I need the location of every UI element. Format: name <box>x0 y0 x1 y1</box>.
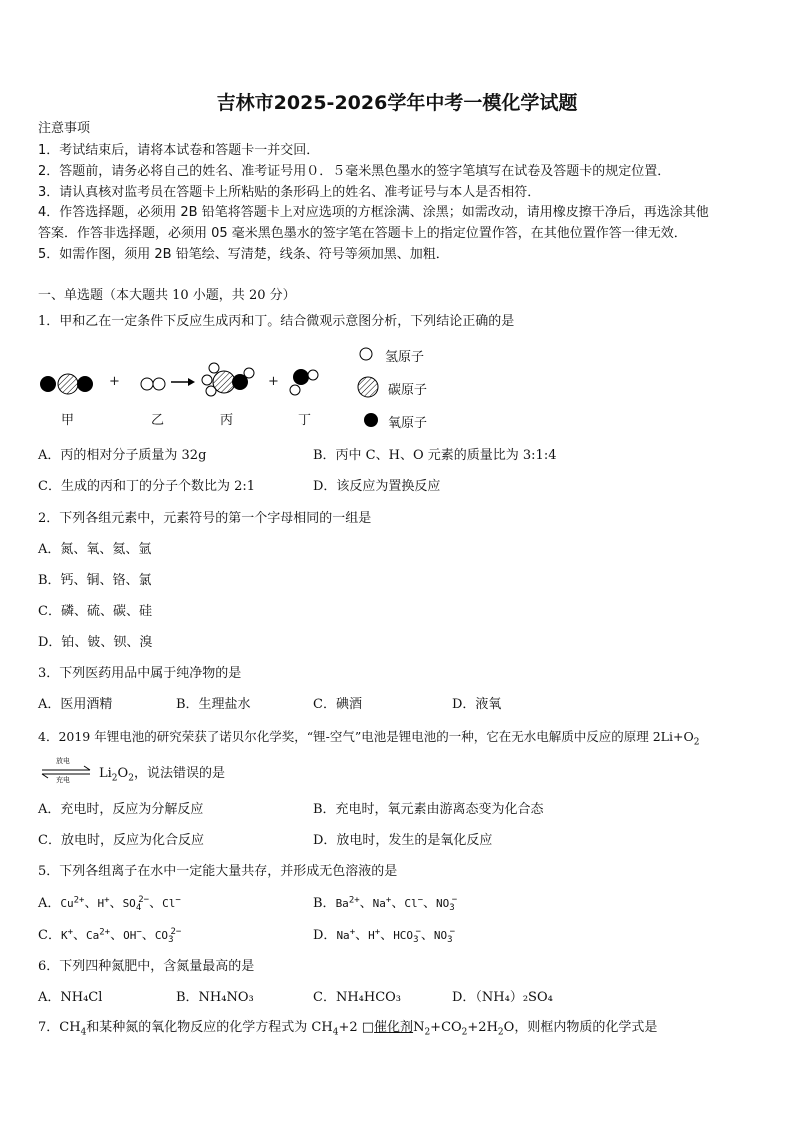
q1-option-b: B．丙中 C、H、O 元素的质量比为 3:1:4 <box>313 448 557 463</box>
separator: 、 <box>391 896 405 911</box>
option-label: D． <box>313 928 337 943</box>
q2-option-a: A．氮、氧、氦、氩 <box>38 542 152 557</box>
ion: $Ca^{2+}$ <box>86 927 111 942</box>
q7-part-d: N <box>413 1020 425 1035</box>
separator: 、 <box>359 896 373 911</box>
notice-item-4: 4．作答选择题，必须用 2B 铅笔将答题卡上对应选项的方框涂满、涂黑；如需改动，请用橡皮擦干净后，再选涂其他 <box>38 205 709 220</box>
q4-product-li: Li <box>99 766 112 781</box>
separator: 、 <box>380 928 394 943</box>
molecule-ding <box>290 369 318 395</box>
q7-part-g: O，则框内物质的化学式是 <box>503 1020 658 1035</box>
ion: H+ <box>97 895 110 910</box>
separator: 、 <box>149 896 163 911</box>
ion: $NO_3^-$ <box>436 895 458 914</box>
q7-sub-4: 2 <box>461 1027 468 1038</box>
q7-catalyst: 催化剂 <box>374 1020 414 1035</box>
ion: $CO_3^{2-}$ <box>154 927 182 946</box>
q3-option-d: D．液氧 <box>452 697 502 712</box>
plus-sign-1: + <box>109 374 120 389</box>
page-title: 吉林市2025-2026学年中考一模化学试题 <box>216 92 578 114</box>
ion: $HCO_3^-$ <box>393 927 421 946</box>
q2-option-c: C．磷、硫、碳、硅 <box>38 604 152 619</box>
q4-option-b: B．充电时，氧元素由游离态变为化合态 <box>313 802 544 817</box>
separator: 、 <box>73 928 87 943</box>
label-ding: 丁 <box>298 413 312 428</box>
q2-option-b: B．钙、铜、铬、氯 <box>38 573 152 588</box>
q4-o2-sub: 2 <box>693 737 700 748</box>
legend-oxygen-icon <box>364 413 378 427</box>
notice-item-5: 5．如需作图，须用 2B 铅笔绘、写清楚，线条、符号等须加黑、加粗． <box>38 247 449 262</box>
q4-option-c: C．放电时，反应为化合反应 <box>38 833 204 848</box>
q7-sub-2: 4 <box>332 1027 339 1038</box>
q5-stem: 5．下列各组离子在水中一定能大量共存，并形成无色溶液的是 <box>38 864 398 879</box>
arrow-label-charge: 充电 <box>56 776 70 784</box>
separator: 、 <box>110 928 124 943</box>
q1-stem: 1．甲和乙在一定条件下反应生成丙和丁。结合微观示意图分析，下列结论正确的是 <box>38 314 515 329</box>
ion: K+ <box>60 927 73 942</box>
q4-stem-line1 <box>38 729 700 748</box>
q1-option-d: D．该反应为置换反应 <box>313 479 441 494</box>
q7-part-b: 和某种氮的氧化物反应的化学方程式为 CH <box>86 1020 333 1035</box>
q7-stem <box>38 1020 657 1036</box>
q1-option-c: C．生成的丙和丁的分子个数比为 2:1 <box>38 479 256 494</box>
label-yi: 乙 <box>151 413 165 428</box>
option-label: B． <box>313 896 336 911</box>
ion: $NO_3^-$ <box>433 927 456 946</box>
q1-option-a: A．丙的相对分子质量为 32g <box>38 448 207 463</box>
option-label: C． <box>38 928 61 943</box>
notice-item-4-cont: 答案．作答非选择题，必须用 05 毫米黑色墨水的签字笔在答题卡上的指定位置作答，在其他位置作答一律无效． <box>38 226 687 241</box>
label-jia: 甲 <box>61 413 75 428</box>
ion: H+ <box>368 927 381 942</box>
ion: $Ba^{2+}$ <box>335 895 360 910</box>
ion: Cl− <box>404 895 424 910</box>
q3-option-a: A．医用酒精 <box>38 697 113 712</box>
q6-stem: 6．下列四种氮肥中，含氮量最高的是 <box>38 959 255 974</box>
q6-option-a: A．NH₄Cl <box>38 990 103 1005</box>
q7-part-a: 7．CH <box>38 1020 81 1035</box>
separator: 、 <box>423 896 437 911</box>
q3-option-c: C．碘酒 <box>313 697 362 712</box>
legend-oxygen: 氧原子 <box>388 416 428 431</box>
q2-option-d: D．铂、铍、钡、溴 <box>38 635 153 650</box>
separator: 、 <box>141 928 155 943</box>
q7-part-f: +2H <box>467 1020 498 1035</box>
q3-stem: 3．下列医药用品中属于纯净物的是 <box>38 666 242 681</box>
separator: 、 <box>420 928 434 943</box>
q4-stem-end: ，说法错误的是 <box>133 766 225 781</box>
q6-option-c: C．NH₄HCO₃ <box>313 990 402 1005</box>
q7-sub-3: 2 <box>424 1027 431 1038</box>
notice-item-1: 1．考试结束后，请将本试卷和答题卡一并交回． <box>38 143 320 158</box>
separator: 、 <box>355 928 369 943</box>
ion: OH− <box>123 927 142 942</box>
ion: Cl− <box>162 895 181 910</box>
q6-option-d: D．（NH₄）₂SO₄ <box>452 990 553 1005</box>
ion: $SO_4^{2-}$ <box>122 895 150 914</box>
q3-option-b: B．生理盐水 <box>176 697 251 712</box>
separator: 、 <box>84 896 98 911</box>
molecule-bing <box>202 363 254 396</box>
q4-product-sub2: 2 <box>128 773 134 784</box>
label-bing: 丙 <box>220 413 234 428</box>
ion: Na+ <box>372 895 392 910</box>
q5-option-d <box>313 928 455 944</box>
notice-item-3: 3．请认真核对监考员在答题卡上所粘贴的条形码上的姓名、准考证号与本人是否相符． <box>38 185 541 200</box>
ion: Na+ <box>336 927 356 942</box>
q4-stem-line2 <box>99 766 225 782</box>
legend-carbon-icon <box>358 377 378 397</box>
q6-option-b: B．NH₄NO₃ <box>176 990 254 1005</box>
q4-product-sub1: 2 <box>111 773 118 784</box>
q4-stem-text: 4．2019 年锂电池的研究荣获了诺贝尔化学奖，“锂-空气”电池是锂电池的一种，它在无水电解质中反应的原理 2Li+O <box>38 729 694 744</box>
q2-stem: 2．下列各组元素中，元素符号的第一个字母相同的一组是 <box>38 511 372 526</box>
molecule-jia <box>40 374 93 394</box>
q4-option-d: D．放电时，发生的是氧化反应 <box>313 833 493 848</box>
q7-part-c: +2 □ <box>338 1020 375 1035</box>
option-label: A． <box>38 896 61 911</box>
q4-product-o: O <box>117 766 129 781</box>
q5-option-b <box>313 896 457 912</box>
q5-option-a <box>38 896 181 912</box>
molecule-yi <box>141 378 165 390</box>
plus-sign-2: + <box>268 374 279 389</box>
q4-option-a: A．充电时，反应为分解反应 <box>38 802 204 817</box>
q7-part-e: +CO <box>430 1020 462 1035</box>
ion: $Cu^{2+}$ <box>60 895 85 910</box>
legend-hydrogen: 氢原子 <box>385 350 425 365</box>
notice-item-2: 2．答题前，请务必将自己的姓名、准考证号用０．５毫米黑色墨水的签字笔填写在试卷及答题卡的规定位置． <box>38 164 671 179</box>
q7-sub-5: 2 <box>497 1027 504 1038</box>
section-heading: 一、单选题（本大题共 10 小题，共 20 分） <box>38 288 296 303</box>
notice-heading: 注意事项 <box>38 121 91 136</box>
legend-hydrogen-icon <box>360 348 372 360</box>
reaction-arrow <box>171 378 195 386</box>
arrow-label-discharge: 放电 <box>56 757 70 765</box>
legend-carbon: 碳原子 <box>388 383 428 398</box>
separator: 、 <box>109 896 123 911</box>
q7-sub-1: 4 <box>80 1027 87 1038</box>
q5-option-c <box>38 928 181 944</box>
